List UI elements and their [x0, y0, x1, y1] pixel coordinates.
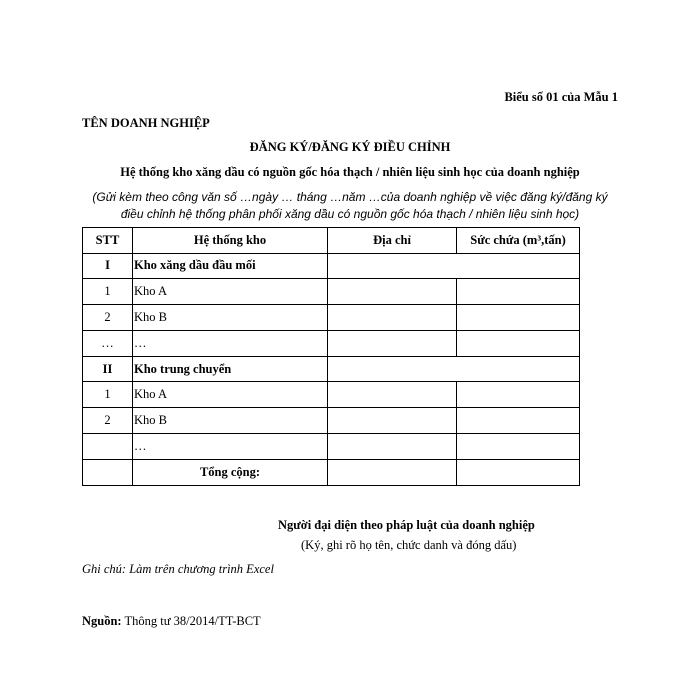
source-text: Thông tư 38/2014/TT-BCT: [121, 614, 261, 628]
company-name: TÊN DOANH NGHIỆP: [82, 116, 210, 130]
empty-cell: [457, 253, 580, 279]
row-number: 1: [83, 279, 133, 305]
address-cell[interactable]: [328, 382, 457, 408]
total-label: Tổng cộng:: [133, 459, 328, 485]
capacity-cell[interactable]: [457, 382, 580, 408]
table-row: [83, 382, 580, 408]
empty-cell: [328, 253, 457, 279]
total-row: [83, 459, 580, 485]
address-cell[interactable]: [328, 279, 457, 305]
empty-cell: [457, 356, 580, 382]
table-row: [83, 279, 580, 305]
capacity-cell[interactable]: [457, 305, 580, 331]
table-row: [83, 305, 580, 331]
warehouse-name: Kho A: [133, 382, 328, 408]
column-header-stt: STT: [83, 228, 133, 254]
footnote-label: Ghi chú:: [82, 562, 127, 576]
total-address-cell[interactable]: [328, 459, 457, 485]
warehouse-name: …: [133, 330, 328, 356]
group-row-main-depots: [83, 253, 580, 279]
group-number: II: [83, 356, 133, 382]
form-number: Biểu số 01 của Mẫu 1: [504, 90, 618, 104]
address-cell[interactable]: [328, 305, 457, 331]
warehouse-name: …: [133, 434, 328, 460]
document-subtitle: Hệ thống kho xăng dầu có nguồn gốc hóa thạch / nhiên liệu sinh học của doanh nghiệp: [120, 165, 580, 179]
address-cell[interactable]: [328, 330, 457, 356]
table-header-row: [83, 228, 580, 254]
table-row: [83, 408, 580, 434]
group-name: Kho trung chuyển: [133, 356, 328, 382]
column-header-warehouse-system: Hệ thống kho: [133, 228, 328, 254]
signature-title: Người đại diện theo pháp luật của doanh nghiệp: [278, 518, 535, 532]
empty-cell: [328, 356, 457, 382]
group-number: I: [83, 253, 133, 279]
source-label: Nguồn:: [82, 614, 122, 628]
footnote-text: Làm trên chương trình Excel: [126, 562, 274, 576]
warehouse-register-table: [82, 227, 580, 486]
capacity-cell[interactable]: [457, 408, 580, 434]
address-cell[interactable]: [328, 408, 457, 434]
total-capacity-cell[interactable]: [457, 459, 580, 485]
source-line: [82, 614, 261, 629]
capacity-cell[interactable]: [457, 434, 580, 460]
warehouse-name: Kho A: [133, 279, 328, 305]
group-name: Kho xăng dầu đầu mối: [133, 253, 328, 279]
row-number: …: [83, 330, 133, 356]
group-row-transit-depots: [83, 356, 580, 382]
document-note: (Gửi kèm theo công văn số …ngày … tháng …năm …của doanh nghiệp về việc đăng ký/đăng ký điều chỉnh hệ thống phân phối xăng dầu có nguồn gốc hóa thạch / nhiên liệu sinh học): [92, 190, 608, 221]
warehouse-name: Kho B: [133, 408, 328, 434]
warehouse-name: Kho B: [133, 305, 328, 331]
address-cell[interactable]: [328, 434, 457, 460]
signature-note: (Ký, ghi rõ họ tên, chức danh và đóng dấu): [301, 538, 517, 552]
row-number: 2: [83, 408, 133, 434]
capacity-cell[interactable]: [457, 279, 580, 305]
column-header-address: Địa chỉ: [328, 228, 457, 254]
empty-cell: [83, 459, 133, 485]
table-row: [83, 330, 580, 356]
footnote: [82, 562, 274, 577]
row-number: 1: [83, 382, 133, 408]
row-number: 2: [83, 305, 133, 331]
document-title: ĐĂNG KÝ/ĐĂNG KÝ ĐIỀU CHỈNH: [249, 140, 451, 154]
row-number: [83, 434, 133, 460]
column-header-capacity: Sức chứa (m³,tấn): [457, 228, 580, 254]
table-row: [83, 434, 580, 460]
capacity-cell[interactable]: [457, 330, 580, 356]
